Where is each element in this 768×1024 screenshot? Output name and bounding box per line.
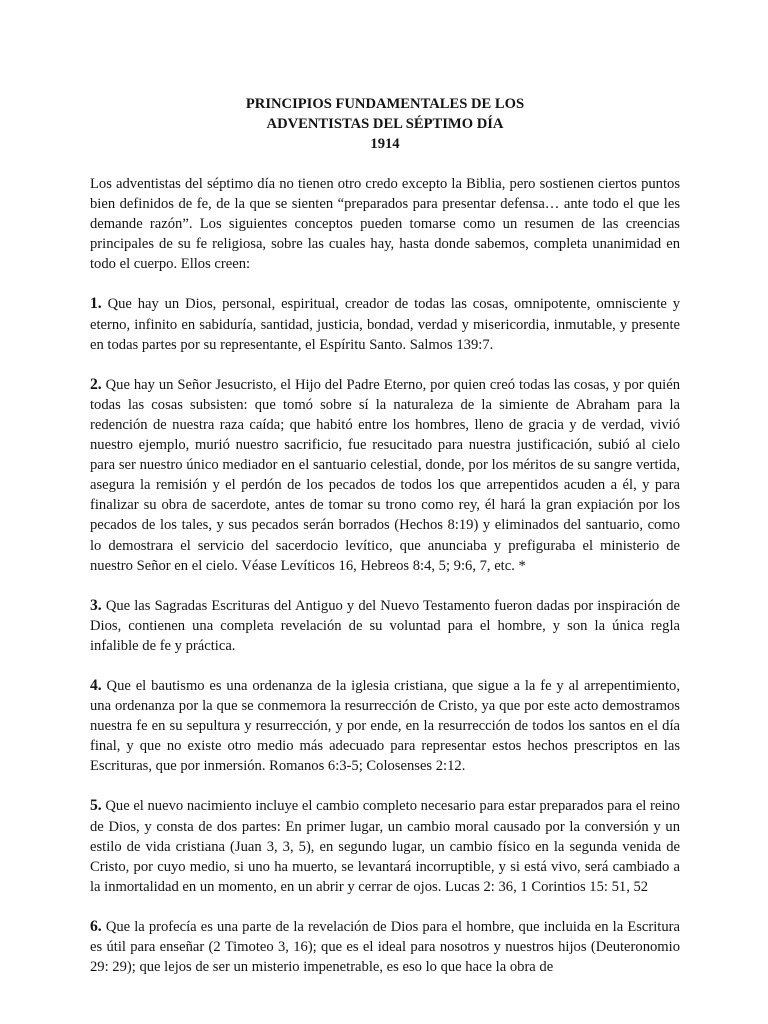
item-text: Que el nuevo nacimiento incluye el cambio completo necesario para estar preparados para el reino de Dios, y consta de dos partes: En primer lugar, un cambio moral causado por la conversión y un estilo de vida cristiana (Juan 3, 3, 5), en segundo lugar, un cambio físico en la segunda venida de Cristo, por cuyo medio, si uno ha muerto, se levantará incorruptible, y si está vivo, será cambiado a la inmortalidad en un momento, en un abrir y cerrar de ojos. Lucas 2: 36, 1 Corintios 15: 51, 52	[90, 798, 680, 895]
item-number: 5.	[90, 797, 102, 815]
belief-item-1	[90, 294, 680, 354]
item-text: Que la profecía es una parte de la revelación de Dios para el hombre, que incluida en la Escritura es útil para enseñar (2 Timoteo 3, 16); que es el ideal para nosotros y nuestros hijos (Deuteronomio 29: 29); que lejos de ser un misterio impenetrable, es eso lo que hace la obra de	[90, 918, 680, 976]
document-title	[90, 94, 680, 154]
item-number: 4.	[90, 676, 102, 694]
item-number: 6.	[90, 917, 102, 935]
belief-item-6	[90, 917, 680, 977]
item-text: Que el bautismo es una ordenanza de la iglesia cristiana, que sigue a la fe y al arrepentimiento, una ordenanza por la que se conmemora la resurrección de Cristo, ya que por este acto demostramos nuestra fe en su sepultura y resurrección, y por ende, en la resurrección de todos los santos en el día final, y que no existe otro medio más adecuado para representar estos hechos prescriptos en las Escrituras, que por inmersión. Romanos 6:3-5; Colosenses 2:12.	[90, 677, 680, 775]
belief-item-2	[90, 375, 680, 576]
item-text: Que hay un Señor Jesucristo, el Hijo del Padre Eterno, por quien creó todas las cosas, y por quién todas las cosas subsisten: que tomó sobre sí la naturaleza de la simiente de Abraham para la redención de nuestra raza caída; que habitó entre los hombres, lleno de gracia y de verdad, vivió nuestro ejemplo, murió nuestro sacrificio, fue resucitado para nuestra justificación, subió al cielo para ser nuestro único mediador en el santuario celestial, donde, por los méritos de su sangre vertida, asegura la remisión y el perdón de los pecados de todos los que arrepentidos acuden a él, y para finalizar su obra de sacerdote, antes de tomar su trono como rey, él hará la gran expiación por los pecados de los tales, y sus pecados serán borrados (Hechos 8:19) y eliminados del santuario, como lo demostrara el servicio del sacerdocio levítico, que anunciaba y prefiguraba el ministerio de nuestro Señor en el cielo. Véase Levíticos 16, Hebreos 8:4, 5; 9:6, 7, etc. *	[90, 376, 681, 574]
item-number: 3.	[90, 596, 102, 614]
belief-item-4	[90, 676, 680, 776]
item-number: 2.	[90, 375, 102, 393]
title-line-1: PRINCIPIOS FUNDAMENTALES DE LOS	[245, 96, 525, 112]
item-number: 1.	[90, 295, 102, 313]
item-text: Que las Sagradas Escrituras del Antiguo y del Nuevo Testamento fueron dadas por inspiración de Dios, contienen una completa revelación de su voluntad para el hombre, y son la única regla infalible de fe y práctica.	[90, 597, 681, 654]
belief-item-5	[90, 796, 680, 896]
belief-item-3	[90, 596, 680, 656]
intro-paragraph: Los adventistas del séptimo día no tienen otro credo excepto la Biblia, pero sostienen ciertos puntos bien definidos de fe, de la que se sienten “preparados para presentar defensa… ante todo el que les demande razón”. Los siguientes conceptos pueden tomarse como un resumen de las creencias principales de su fe religiosa, sobre las cuales hay, hasta donde sabemos, completa unanimidad en todo el cuerpo. Ellos creen:	[90, 176, 680, 273]
title-line-2: ADVENTISTAS DEL SÉPTIMO DÍA	[266, 116, 504, 132]
item-text: Que hay un Dios, personal, espiritual, creador de todas las cosas, omnipotente, omnisciente y eterno, infinito en sabiduría, santidad, justicia, bondad, verdad y misericordia, inmutable, y presente en todas partes por su representante, el Espíritu Santo. Salmos 139:7.	[90, 296, 680, 353]
title-year: 1914	[370, 136, 400, 152]
